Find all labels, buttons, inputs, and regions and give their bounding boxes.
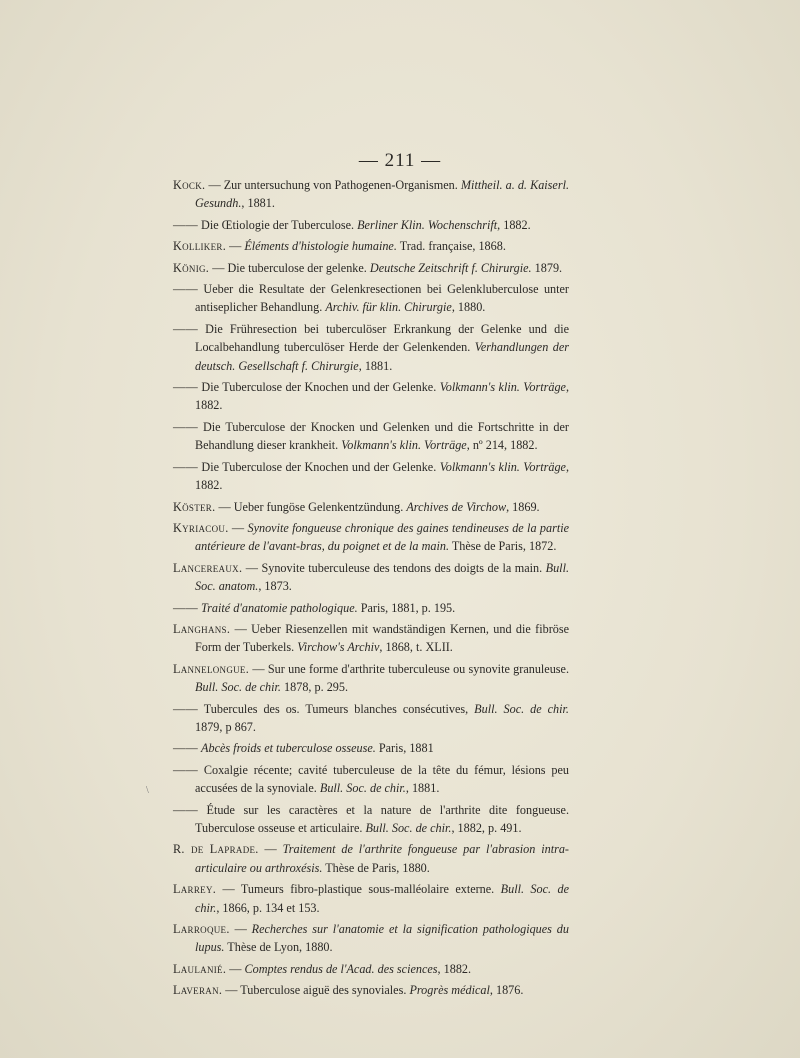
bibliography-entry bbox=[173, 599, 569, 617]
entry-text: — Die tuberculose der gelenke. bbox=[209, 260, 370, 275]
entry-author: Lancereaux. bbox=[173, 560, 243, 575]
bibliography-entry bbox=[173, 216, 569, 234]
entry-title-italic: Volkmann's klin. Vorträge bbox=[439, 459, 566, 474]
entry-text: , 1866, p. 134 et 153. bbox=[216, 900, 320, 915]
entry-author: —— bbox=[173, 701, 198, 716]
bibliography-entry bbox=[173, 418, 569, 455]
entry-author: —— bbox=[173, 380, 198, 395]
entry-text: — bbox=[226, 239, 245, 254]
bibliography-entry bbox=[173, 960, 569, 978]
entry-text: Die Frühresection bei tuberculöser Erkrankung der Gelenke und die Localbehandlung tuberculöser Herde der Gelenkenden. bbox=[195, 321, 569, 355]
entry-text: Trad. française, 1868. bbox=[396, 239, 506, 254]
entry-text: — bbox=[226, 961, 245, 976]
entry-text: Thèse de Paris, 1880. bbox=[322, 860, 430, 875]
bibliography-entry bbox=[173, 237, 569, 255]
entry-text: , 1882, p. 491. bbox=[451, 821, 522, 835]
entry-title-italic: Traitement de l'arthrite fongueuse par l'abrasion intra-articulaire ou arthroxésis. bbox=[195, 842, 569, 875]
entry-title-italic: Berliner Klin. Wochenschrift bbox=[357, 217, 498, 232]
entry-author: —— bbox=[173, 459, 198, 474]
entry-text: , 1881. bbox=[405, 781, 440, 796]
entry-title-italic: Éléments d'histologie humaine. bbox=[244, 239, 397, 254]
entry-text: — Ueber Riesenzellen mit wandständigen Kernen, und die fibröse Form der Tuberkels. bbox=[195, 621, 569, 655]
bibliography-entry bbox=[173, 458, 569, 495]
entry-title-italic: Bull. Soc. de chir. bbox=[365, 821, 452, 835]
bibliography-entry bbox=[173, 559, 569, 596]
entry-author: —— bbox=[173, 321, 198, 336]
entry-author: König. bbox=[173, 260, 210, 275]
entry-author: Larroque. bbox=[173, 922, 230, 937]
entry-title-italic: Volkmann's klin. Vorträge bbox=[341, 438, 467, 453]
bibliography-entry bbox=[173, 320, 569, 375]
entry-title-italic: Synovite fongueuse chronique des gaines tendineuses de la partie antérieure de l'avant-bras, du poignet et de la main. bbox=[195, 520, 570, 554]
entry-text: — bbox=[258, 842, 283, 857]
page-number: — 211 — bbox=[358, 150, 442, 171]
entry-author: Kock. bbox=[173, 178, 206, 192]
entry-author: Langhans. bbox=[173, 621, 231, 636]
entry-title-italic: Recherches sur l'anatomie et la signification pathologiques du lupus. bbox=[195, 922, 569, 955]
bibliography-entry bbox=[173, 739, 569, 757]
entry-author: —— bbox=[173, 741, 198, 756]
entry-text: — Synovite tuberculeuse des tendons des doigts de la main. bbox=[242, 560, 546, 575]
entry-title-italic: Bull. Soc. de chir. bbox=[195, 882, 569, 915]
entry-author: Larrey. bbox=[173, 882, 217, 897]
entry-author: Laveran. bbox=[173, 983, 223, 998]
entry-author: Kyriacou. bbox=[173, 520, 229, 535]
entry-author: R. de Laprade. bbox=[173, 842, 259, 857]
entry-text: , 1881. bbox=[241, 196, 275, 211]
entry-text: Thèse de Paris, 1872. bbox=[449, 539, 557, 554]
entry-title-italic: Bull. Soc. de chir. bbox=[195, 680, 281, 695]
bibliography-entry bbox=[173, 378, 569, 415]
entry-text: , 1873. bbox=[258, 579, 292, 594]
entry-title-italic: Deutsche Zeitschrift f. Chirurgie. bbox=[369, 260, 532, 275]
entry-text: 1879. bbox=[531, 260, 563, 275]
entry-text: , 1881. bbox=[358, 358, 393, 373]
bibliography-entry bbox=[173, 259, 569, 277]
entry-text: Coxalgie récente; cavité tuberculeuse de la tête du fémur, lésions peu accusées de la synoviale. bbox=[195, 762, 569, 796]
entry-text: , 1869. bbox=[506, 499, 540, 514]
entry-author: Lannelongue. bbox=[173, 661, 250, 676]
entry-title-italic: Bull. Soc. de chir. bbox=[474, 701, 569, 716]
entry-title-italic: Progrès médical bbox=[409, 983, 490, 998]
bibliography-entry bbox=[173, 700, 569, 737]
entry-author: —— bbox=[173, 217, 198, 232]
bibliography-list bbox=[173, 176, 569, 1003]
entry-text: Paris, 1881, p. 195. bbox=[357, 600, 456, 615]
bibliography-entry bbox=[173, 620, 569, 657]
entry-text: Étude sur les caractères et la nature de l'arthrite dite fongueuse. Tuberculose osseuse et articulaire. bbox=[195, 802, 569, 835]
entry-text: , 1876. bbox=[489, 983, 524, 998]
bibliography-entry bbox=[173, 660, 569, 697]
entry-author: Kolliker. bbox=[173, 239, 227, 254]
entry-text: 1878, p. 295. bbox=[280, 680, 349, 695]
entry-title-italic: Mittheil. a. d. Kaiserl. Gesundh. bbox=[195, 178, 570, 211]
entry-author: —— bbox=[173, 802, 198, 817]
entry-text: Die Tuberculose der Knochen und der Gelenke. bbox=[197, 459, 440, 474]
bibliography-entry bbox=[173, 519, 569, 556]
bibliography-entry bbox=[173, 280, 569, 317]
entry-author: —— bbox=[173, 600, 198, 615]
bibliography-entry bbox=[173, 920, 569, 957]
entry-title-italic: Verhandlungen der deutsch. Gesellschaft f. Chirurgie bbox=[195, 340, 569, 373]
entry-title-italic: Volkmann's klin. Vorträge bbox=[439, 380, 566, 395]
entry-text: , 1882. bbox=[195, 380, 569, 413]
entry-text: , 1880. bbox=[451, 300, 486, 315]
entry-title-italic: Virchow's Archiv bbox=[297, 640, 380, 655]
bibliography-entry bbox=[173, 801, 569, 838]
entry-text: 1879, p 867. bbox=[195, 719, 256, 734]
entry-text: Die Tuberculose der Knocken und Gelenken und die Fortschritte in der Behandlung dieser krankheit. bbox=[195, 419, 569, 453]
bibliography-entry bbox=[173, 761, 569, 798]
entry-text: , nº 214, 1882. bbox=[466, 438, 538, 453]
entry-author: —— bbox=[173, 282, 198, 297]
entry-text: , 1882. bbox=[497, 217, 531, 232]
entry-text: Tubercules des os. Tumeurs blanches consécutives, bbox=[197, 701, 475, 716]
entry-title-italic: Archiv. für klin. Chirurgie bbox=[325, 300, 452, 315]
entry-text: — bbox=[229, 922, 252, 937]
entry-text: — Sur une forme d'arthrite tuberculeuse ou synovite granuleuse. bbox=[249, 661, 569, 676]
bibliography-entry bbox=[173, 981, 569, 999]
entry-text: , 1868, t. XLII. bbox=[379, 640, 453, 655]
bibliography-entry bbox=[173, 498, 569, 516]
entry-text: — Tumeurs fibro-plastique sous-malléolaire externe. bbox=[216, 882, 501, 897]
entry-text: Die Tuberculose der Knochen und der Gelenke. bbox=[197, 380, 440, 395]
entry-author: —— bbox=[173, 419, 198, 434]
entry-text: — Ueber fungöse Gelenkentzündung. bbox=[215, 499, 407, 514]
bibliography-entry bbox=[173, 176, 569, 213]
entry-title-italic: Bull. Soc. anatom. bbox=[195, 560, 569, 594]
entry-text: — Zur untersuchung von Pathogenen-Organismen. bbox=[205, 178, 461, 192]
margin-mark: \ bbox=[146, 785, 149, 796]
entry-title-italic: Bull. Soc. de chir. bbox=[319, 781, 406, 796]
entry-text: Paris, 1881 bbox=[375, 741, 434, 756]
entry-author: Köster. bbox=[173, 499, 216, 514]
entry-text: Thèse de Lyon, 1880. bbox=[224, 940, 333, 955]
entry-title-italic: Comptes rendus de l'Acad. des sciences bbox=[244, 961, 438, 976]
entry-author: Laulanié. bbox=[173, 961, 227, 976]
entry-text: , 1882. bbox=[195, 459, 569, 493]
entry-text: — Tuberculose aiguë des synoviales. bbox=[222, 983, 410, 998]
entry-author: —— bbox=[173, 762, 198, 777]
entry-text: Die Œtiologie der Tuberculose. bbox=[197, 217, 358, 232]
entry-title-italic: Traité d'anatomie pathologique. bbox=[201, 600, 358, 615]
entry-title-italic: Abcès froids et tuberculose osseuse. bbox=[201, 741, 376, 756]
entry-title-italic: Archives de Virchow bbox=[406, 499, 507, 514]
entry-text: , 1882. bbox=[437, 961, 472, 976]
bibliography-entry bbox=[173, 840, 569, 877]
bibliography-entry bbox=[173, 880, 569, 917]
entry-text: — bbox=[228, 520, 248, 535]
entry-text: Ueber die Resultate der Gelenkresectionen bei Gelenkluberculose unter antiseplicher Behandlung. bbox=[195, 282, 569, 315]
